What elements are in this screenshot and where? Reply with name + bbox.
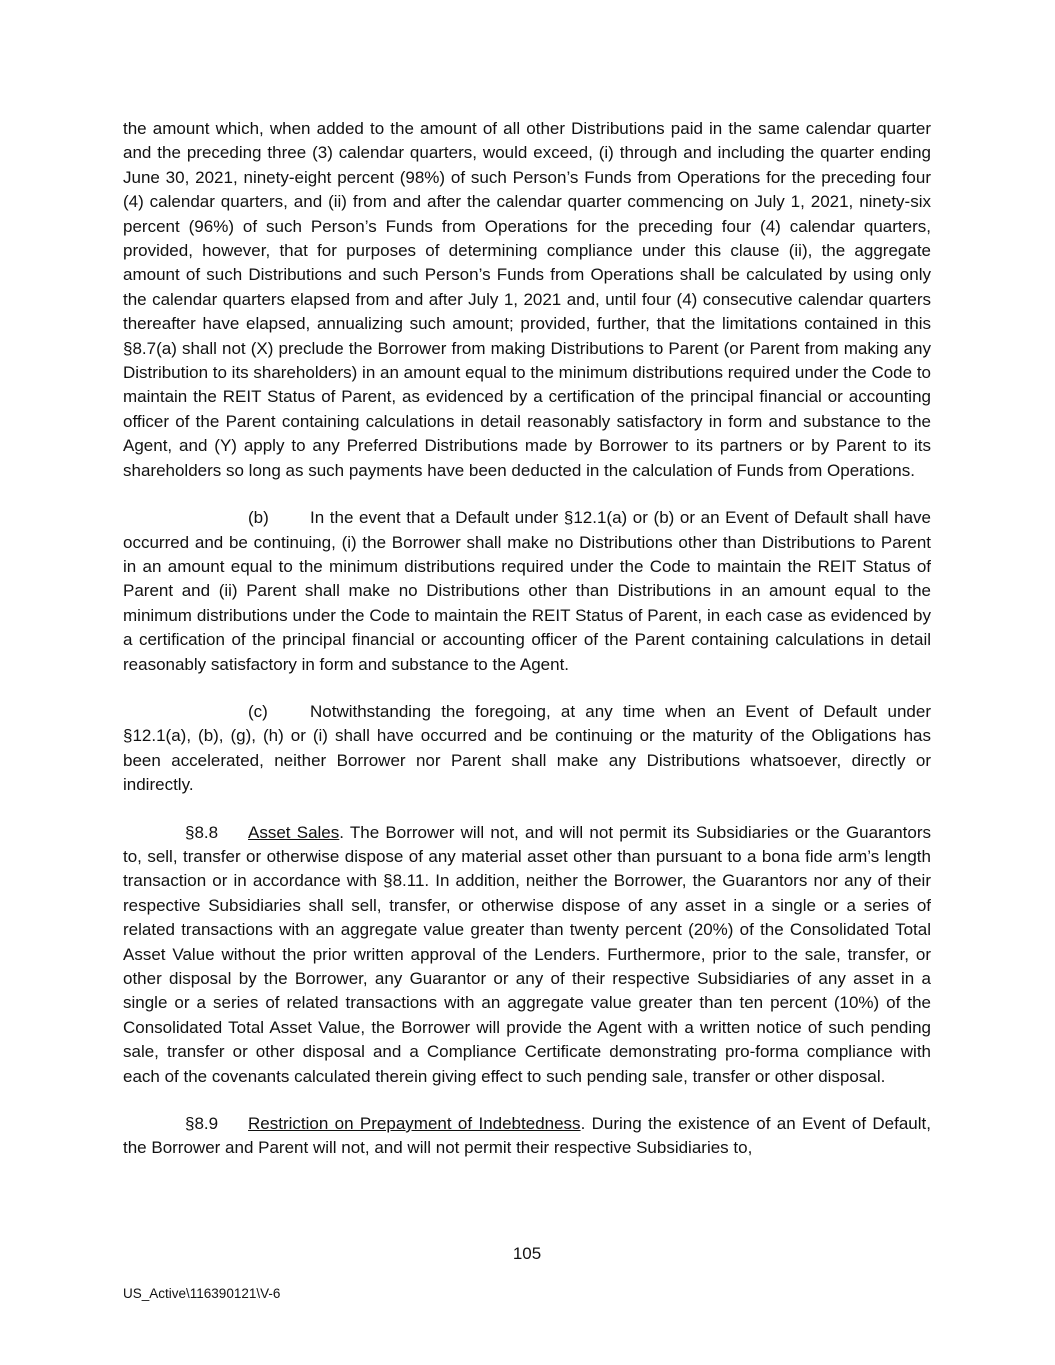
- paragraph-c: [123, 700, 931, 798]
- page-number: 105: [512, 1244, 542, 1263]
- paragraph-section-8-9: [123, 1112, 931, 1161]
- paragraph-b: [123, 506, 931, 677]
- paragraph-c-text: Notwithstanding the foregoing, at any time when an Event of Default under §12.1(a), (b), (g), (h) or (i) shall have occurred and be continuing or the maturity of the Obligations has been accelerated, neither Borrower nor Parent shall make any Distributions whatsoever, directly or indirectly.: [123, 701, 931, 795]
- document-body: [123, 117, 931, 1161]
- footer-document-id: US_Active\116390121\V-6: [123, 1286, 281, 1301]
- paragraph-b-label: (b): [248, 508, 269, 528]
- paragraph-continuation: the amount which, when added to the amount of all other Distributions paid in the same calendar quarter and the preceding three (3) calendar quarters, would exceed, (i) through and including the quarter ending June 30, 2021, ninety-eight percent (98%) of such Person’s Funds from Operations for the preceding four (4) calendar quarters, and (ii) from and after the calendar quarter commencing on July 1, 2021, ninety-six percent (96%) of such Person’s Funds from Operations for the preceding four (4) calendar quarters, provided, however, that for purposes of determining compliance under this clause (ii), the aggregate amount of such Distributions and such Person’s Funds from Operations shall be calculated by using only the calendar quarters elapsed from and after July 1, 2021 and, until four (4) consecutive calendar quarters thereafter have elapsed, annualizing such amount; provided, further, that the limitations contained in this §8.7(a) shall not (X) preclude the Borrower from making Distributions to Parent (or Parent from making any Distribution to its shareholders) in an amount equal to the minimum distributions required under the Code to maintain the REIT Status of Parent, as evidenced by a certification of the principal financial or accounting officer of the Parent containing calculations in detail reasonably satisfactory in form and substance to the Agent, and (Y) apply to any Preferred Distributions made by Borrower to its partners or by Parent to its shareholders so long as such payments have been deducted in the calculation of Funds from Operations.: [123, 119, 931, 480]
- section-8-9-number: §8.9: [185, 1114, 219, 1134]
- section-8-8-number: §8.8: [185, 822, 219, 842]
- paragraph-b-text: In the event that a Default under §12.1(a) or (b) or an Event of Default shall have occurred and be continuing, (i) the Borrower shall make no Distributions other than Distributions to Parent in an amount equal to the minimum distributions required under the Code to maintain the REIT Status of Parent and (ii) Parent shall make no Distributions other than Distributions in an amount equal to the minimum distributions under the Code to maintain the REIT Status of Parent, in each case as evidenced by a certification of the principal financial or accounting officer of the Parent containing calculations in detail reasonably satisfactory in form and substance to the Agent.: [123, 508, 931, 674]
- paragraph-c-label: (c): [248, 701, 268, 721]
- paragraph-section-8-8: [123, 821, 931, 1089]
- section-8-8-text: . The Borrower will not, and will not permit its Subsidiaries or the Guarantors to, sell, transfer or otherwise dispose of any material asset other than pursuant to a bona fide arm’s length transaction or in accordance with §8.11. In addition, neither the Borrower, the Guarantors nor any of their respective Subsidiaries shall sell, transfer, or otherwise dispose of any asset in a single or a series of related transactions with an aggregate value greater than twenty percent (20%) of the Consolidated Total Asset Value without the prior written approval of the Lenders. Furthermore, prior to the sale, transfer, or other disposal by the Borrower, any Guarantor or any of their respective Subsidiaries of any asset in a single or a series of related transactions with an aggregate value greater than ten percent (10%) of the Consolidated Total Asset Value, the Borrower will provide the Agent with a written notice of such pending sale, transfer or other disposal and a Compliance Certificate demonstrating pro-forma compliance with each of the covenants calculated therein giving effect to such pending sale, transfer or other disposal.: [123, 822, 932, 1086]
- section-8-9-text: . During the existence of an Event of Default, the Borrower and Parent will not, and will not permit their respective Subsidiaries to,: [123, 1114, 931, 1158]
- section-8-8-heading: Asset Sales: [248, 822, 340, 842]
- section-8-9-heading: Restriction on Prepayment of Indebtedness: [248, 1114, 581, 1134]
